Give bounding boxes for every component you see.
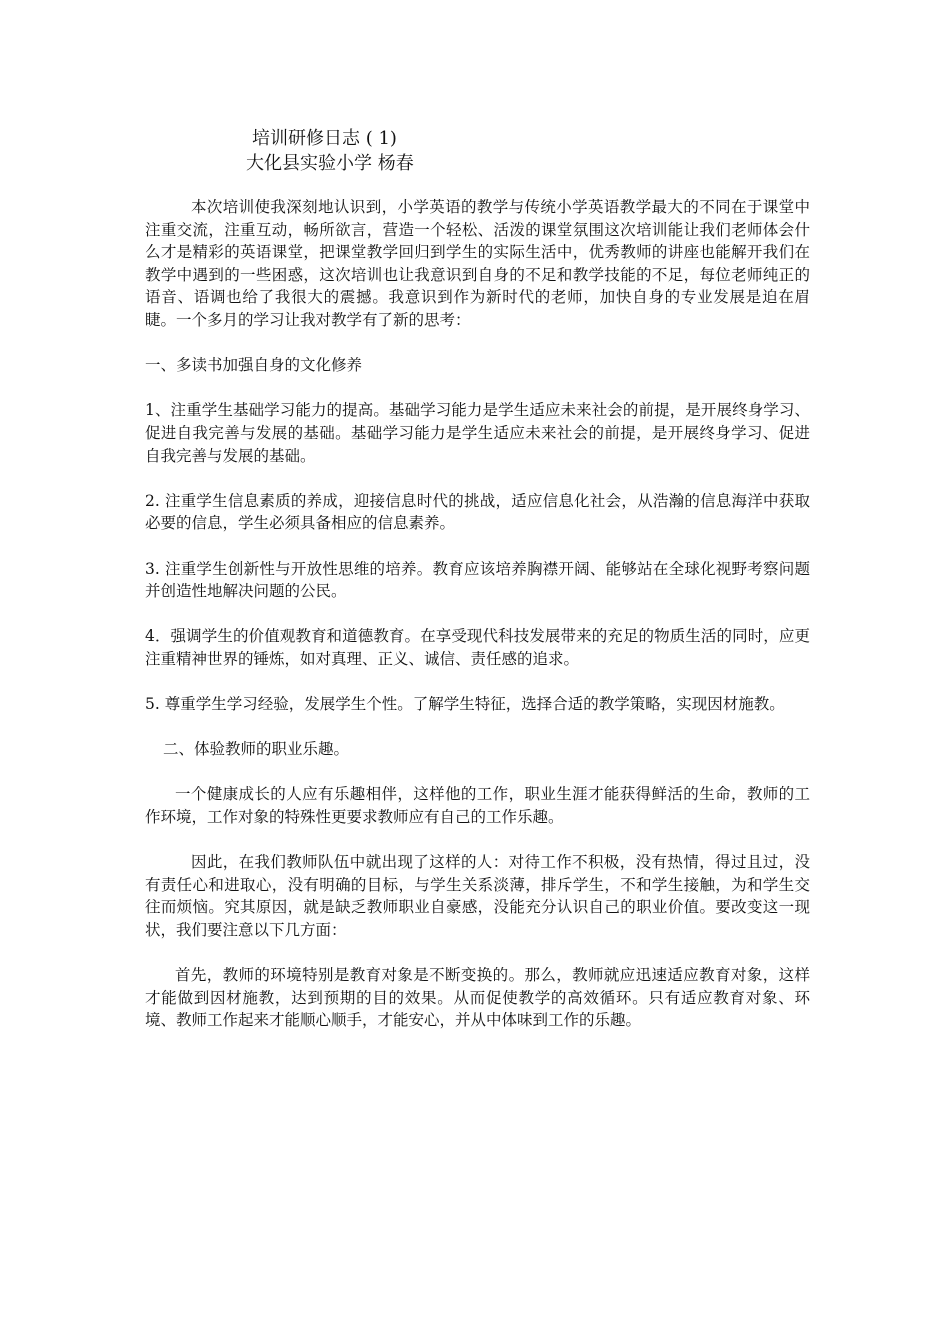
- document-body: [145, 196, 810, 1055]
- list-item: 3. 注重学生创新性与开放性思维的培养。教育应该培养胸襟开阔、能够站在全球化视野考察问题并创造性地解决问题的公民。: [145, 559, 810, 601]
- body-paragraph: 一个健康成长的人应有乐趣相伴，这样他的工作，职业生涯才能获得鲜活的生命，教师的工作环境，工作对象的特殊性更要求教师应有自己的工作乐趣。: [145, 785, 810, 827]
- body-paragraph: 首先，教师的环境特别是教育对象是不断变换的。那么，教师就应迅速适应教育对象，这样才能做到因材施教，达到预期的目的效果。从而促使教学的高效循环。只有适应教育对象、环境、教师工作起来才能顺心顺手，才能安心，并从中体味到工作的乐趣。: [145, 966, 810, 1030]
- page-title: 培训研修日志 ( 1): [252, 128, 397, 149]
- section-heading-2: 二、体验教师的职业乐趣。: [163, 740, 350, 759]
- author-line: 大化县实验小学 杨春: [246, 153, 414, 174]
- list-item: 2. 注重学生信息素质的养成，迎接信息时代的挑战，适应信息化社会，从浩瀚的信息海洋中获取必要的信息，学生必须具备相应的信息素养。: [145, 491, 810, 533]
- body-paragraph: 因此，在我们教师队伍中就出现了这样的人：对待工作不积极，没有热情，得过且过，没有责任心和进取心，没有明确的目标，与学生关系淡薄，排斥学生，不和学生接触，为和学生交往而烦恼。究其原因，就是缺乏教师职业自豪感，没能充分认识自己的职业价值。要改变这一现状，我们要注意以下几方面：: [145, 853, 810, 939]
- list-item: 5. 尊重学生学习经验，发展学生个性。了解学生特征，选择合适的教学策略，实现因材施教。: [145, 695, 785, 714]
- list-item: 4．强调学生的价值观教育和道德教育。在享受现代科技发展带来的充足的物质生活的同时，应更注重精神世界的锤炼，如对真理、正义、诚信、责任感的追求。: [145, 627, 810, 668]
- intro-paragraph: 本次培训使我深刻地认识到，小学英语的教学与传统小学英语教学最大的不同在于课堂中注重交流，注重互动，畅所欲言，营造一个轻松、活泼的课堂氛围这次培训能让我们老师体会什么才是精彩的英语课堂，把课堂教学回归到学生的实际生活中，优秀教师的讲座也能解开我们在教学中遇到的一些困惑，这次培训也让我意识到自身的不足和教学技能的不足，每位老师纯正的语音、语调也给了我很大的震撼。我意识到作为新时代的老师，加快自身的专业发展是迫在眉睫。一个多月的学习让我对教学有了新的思考：: [145, 198, 810, 329]
- section-heading-1: 一、多读书加强自身的文化修养: [145, 356, 363, 375]
- list-item: 1、注重学生基础学习能力的提高。基础学习能力是学生适应未来社会的前提，是开展终身学习、促进自我完善与发展的基础。基础学习能力是学生适应未来社会的前提，是开展终身学习、促进自我完善与发展的基础。: [145, 401, 810, 465]
